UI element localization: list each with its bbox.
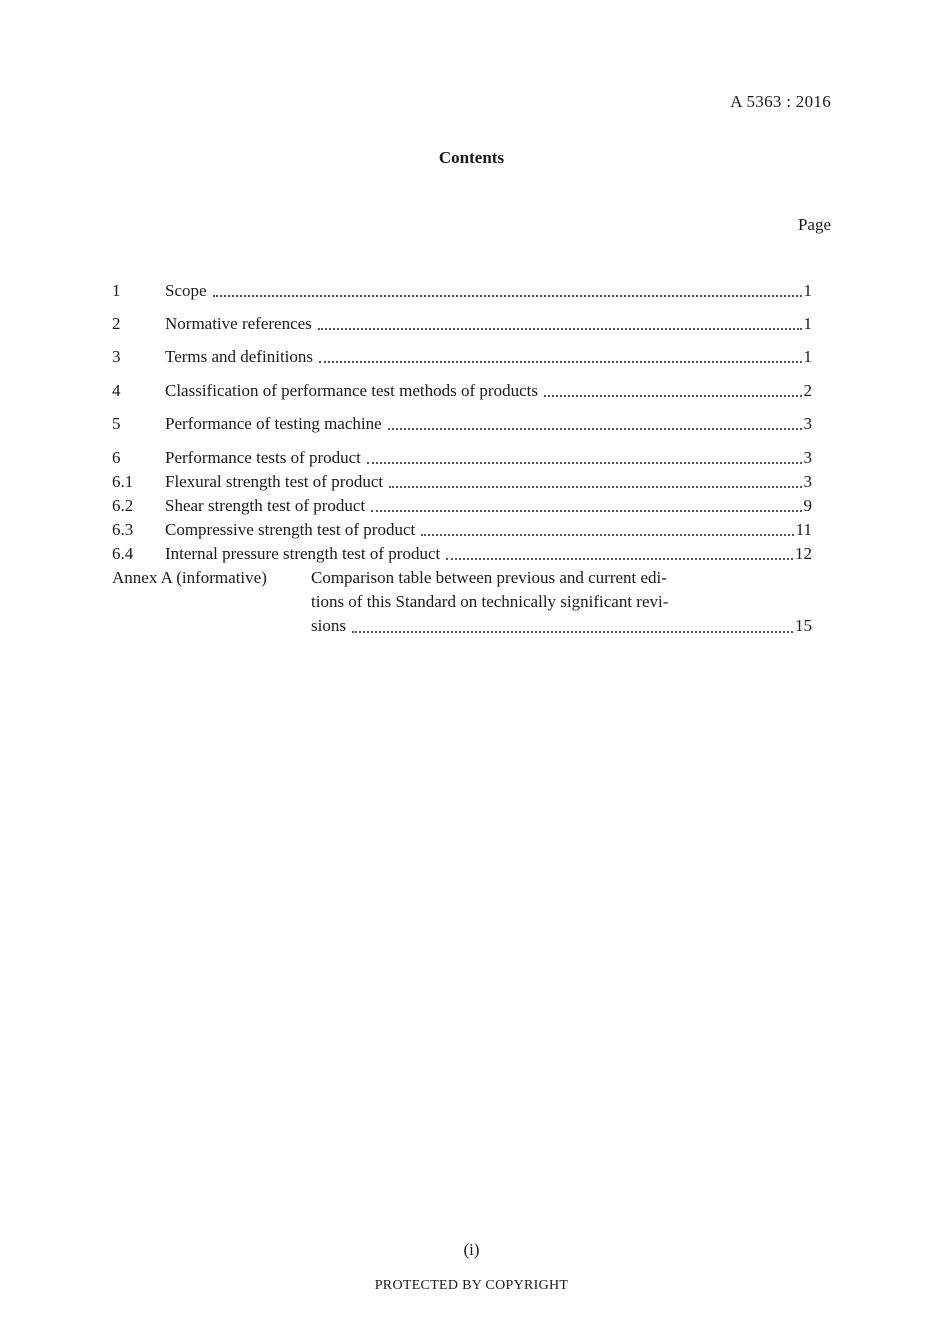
toc-entry-classification[interactable] (112, 380, 812, 402)
page-column-label: Page (797, 215, 831, 234)
annex-title-line: tions of this Standard on technically significant revi- (311, 592, 669, 611)
toc-entry-page: 1 (803, 347, 812, 366)
annex-title-line: Comparison table between previous and current edi- (311, 568, 667, 587)
toc-entry-title: Internal pressure strength test of product (165, 544, 441, 563)
toc-entry-number: 2 (112, 314, 121, 333)
annex-last-line (311, 614, 812, 638)
toc-entry-title: Scope (165, 281, 207, 300)
toc-entry-page: 2 (803, 381, 812, 400)
toc-entry-title: Shear strength test of product (165, 496, 366, 515)
toc-entry-testing-machine[interactable] (112, 413, 812, 435)
toc-entry-page: 15 (795, 616, 812, 635)
footer-copyright: PROTECTED BY COPYRIGHT (374, 1278, 569, 1293)
toc-entry-title: Normative references (165, 314, 312, 333)
dot-leader (213, 295, 802, 297)
dot-leader (446, 558, 793, 560)
toc-entry-title: Performance tests of product (165, 448, 361, 467)
dot-leader (319, 361, 801, 363)
toc-entry-number: 6.4 (112, 544, 134, 563)
dot-leader (544, 395, 802, 397)
annex-title-line: sions (311, 616, 346, 635)
toc-entry-number: 4 (112, 381, 121, 400)
toc-entry-internal-pressure[interactable] (112, 543, 812, 565)
toc-entry-page: 3 (803, 472, 812, 491)
toc-entry-number: 5 (112, 414, 121, 433)
toc-entry-normative-references[interactable] (112, 313, 812, 335)
toc-entry-title: Compressive strength test of product (165, 520, 416, 539)
toc-entry-number: 3 (112, 347, 121, 366)
toc-entry-page: 12 (795, 544, 812, 563)
dot-leader (389, 486, 801, 488)
dot-leader (421, 534, 793, 536)
toc-entry-flexural-strength[interactable] (112, 471, 812, 493)
dot-leader (371, 510, 801, 512)
toc-entry-number: 1 (112, 281, 121, 300)
page-title: Contents (438, 148, 505, 167)
toc-entry-terms-and-definitions[interactable] (112, 346, 812, 368)
toc-entry-scope[interactable] (112, 280, 812, 302)
toc-entry-page: 3 (803, 414, 812, 433)
toc-entry-compressive-strength[interactable] (112, 519, 812, 541)
toc-entry-number: 6 (112, 448, 121, 467)
footer-page-number: (i) (463, 1240, 480, 1259)
toc-entry-performance-tests[interactable] (112, 447, 812, 469)
toc-entry-number: 6.2 (112, 496, 134, 515)
dot-leader (388, 428, 802, 430)
standard-code: A 5363 : 2016 (730, 92, 831, 111)
toc-entry-page: 3 (803, 448, 812, 467)
toc-entry-number: 6.1 (112, 472, 134, 491)
dot-leader (352, 631, 793, 633)
toc-entry-page: 1 (803, 281, 812, 300)
toc-entry-title: Flexural strength test of product (165, 472, 384, 491)
toc-entry-page: 1 (803, 314, 812, 333)
toc-entry-title: Performance of testing machine (165, 414, 382, 433)
toc-entry-page: 9 (803, 496, 812, 515)
annex-label: Annex A (informative) (112, 568, 267, 587)
dot-leader (367, 462, 802, 464)
toc-entry-number: 6.3 (112, 520, 134, 539)
dot-leader (318, 328, 802, 330)
toc-entry-page: 11 (795, 520, 812, 539)
toc-entry-title: Terms and definitions (165, 347, 314, 366)
toc-entry-title: Classification of performance test methods of products (165, 381, 538, 400)
toc-entry-shear-strength[interactable] (112, 495, 812, 517)
